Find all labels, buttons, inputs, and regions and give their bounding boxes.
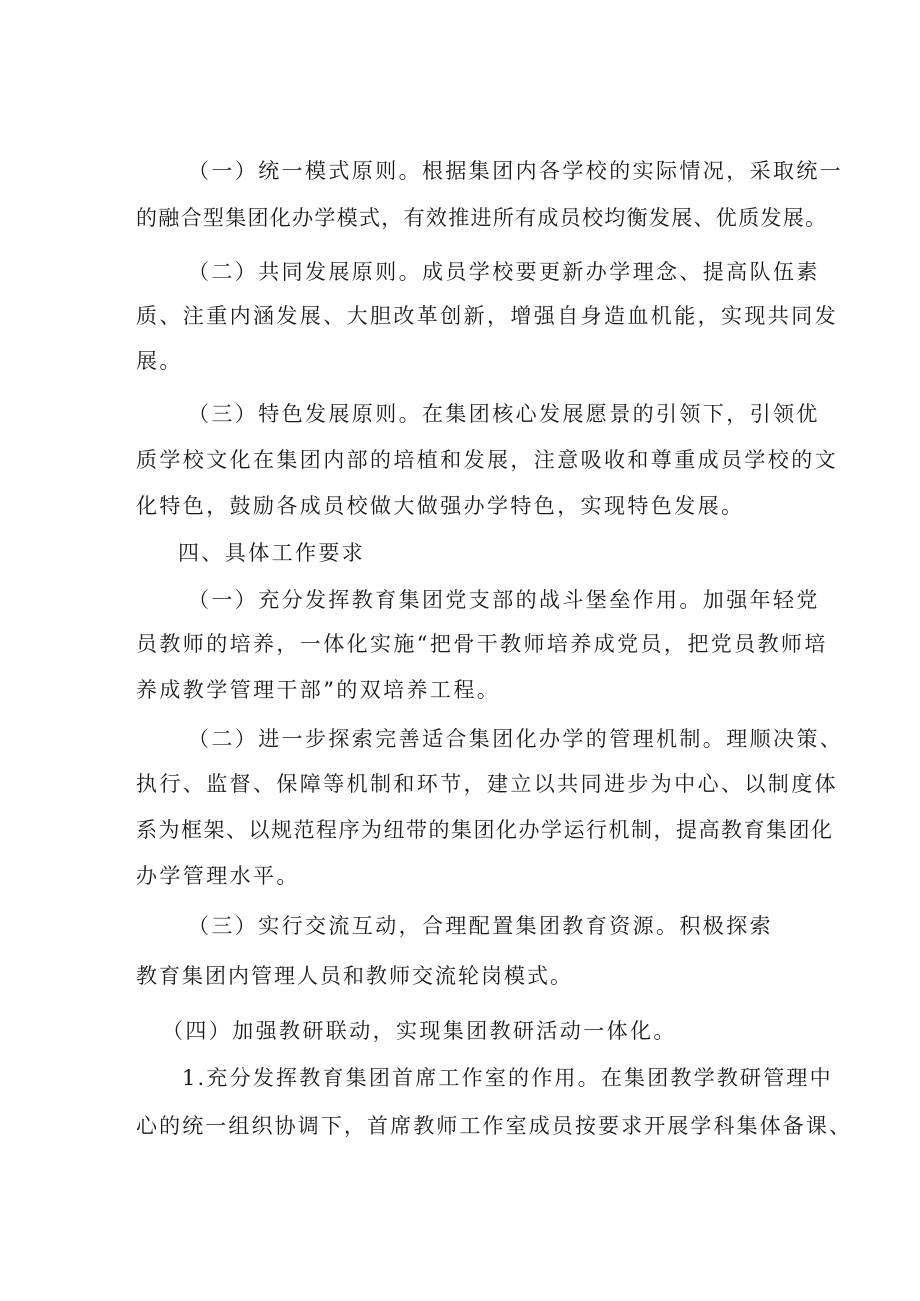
section-heading: 四、具体工作要求 bbox=[178, 541, 366, 565]
text-line: （二）共同发展原则。成员学校要更新办学理念、提高队伍素 bbox=[188, 260, 820, 284]
text-line: 员教师的培养，一体化实施“把骨干教师培养成党员，把党员教师培 bbox=[136, 632, 828, 656]
text-line: （四）加强教研联动，实现集团教研活动一体化。 bbox=[162, 1019, 677, 1043]
text-line: （三）特色发展原则。在集团核心发展愿景的引领下，引领优 bbox=[188, 402, 820, 426]
text-line: 1.充分发挥教育集团首席工作室的作用。在集团教学教研管理中 bbox=[182, 1066, 833, 1090]
text-line: 养成教学管理干部”的双培养工程。 bbox=[136, 678, 501, 702]
text-line: （一）充分发挥教育集团党支部的战斗堡垒作用。加强年轻党 bbox=[188, 588, 820, 612]
text-line: （一）统一模式原则。根据集团内各学校的实际情况，采取统一 bbox=[188, 159, 844, 183]
text-line: 质、注重内涵发展、大胆改革创新，增强自身造血机能，实现共同发 bbox=[136, 304, 838, 328]
text-line: 教育集团内管理人员和教师交流轮岗模式。 bbox=[136, 964, 573, 988]
text-line: 质学校文化在集团内部的培植和发展，注意吸收和尊重成员学校的文 bbox=[136, 448, 838, 472]
text-line: 展。 bbox=[136, 349, 183, 373]
text-line: （三）实行交流互动，合理配置集团教育资源。积极探索 bbox=[188, 914, 773, 938]
text-line: 办学管理水平。 bbox=[136, 864, 300, 888]
text-line: 化特色，鼓励各成员校做大做强办学特色，实现特色发展。 bbox=[136, 494, 745, 518]
text-line: （二）进一步探索完善适合集团化办学的管理机制。理顺决策、 bbox=[188, 727, 844, 751]
text-line: 系为框架、以规范程序为纽带的集团化办学运行机制，提高教育集团化 bbox=[136, 818, 834, 842]
text-line: 执行、监督、保障等机制和环节，建立以共同进步为中心、以制度体 bbox=[136, 772, 838, 796]
text-line: 心的统一组织协调下，首席教师工作室成员按要求开展学科集体备课、 bbox=[136, 1114, 853, 1138]
text-line: 的融合型集团化办学模式，有效推进所有成员校均衡发展、优质发展。 bbox=[136, 206, 828, 230]
